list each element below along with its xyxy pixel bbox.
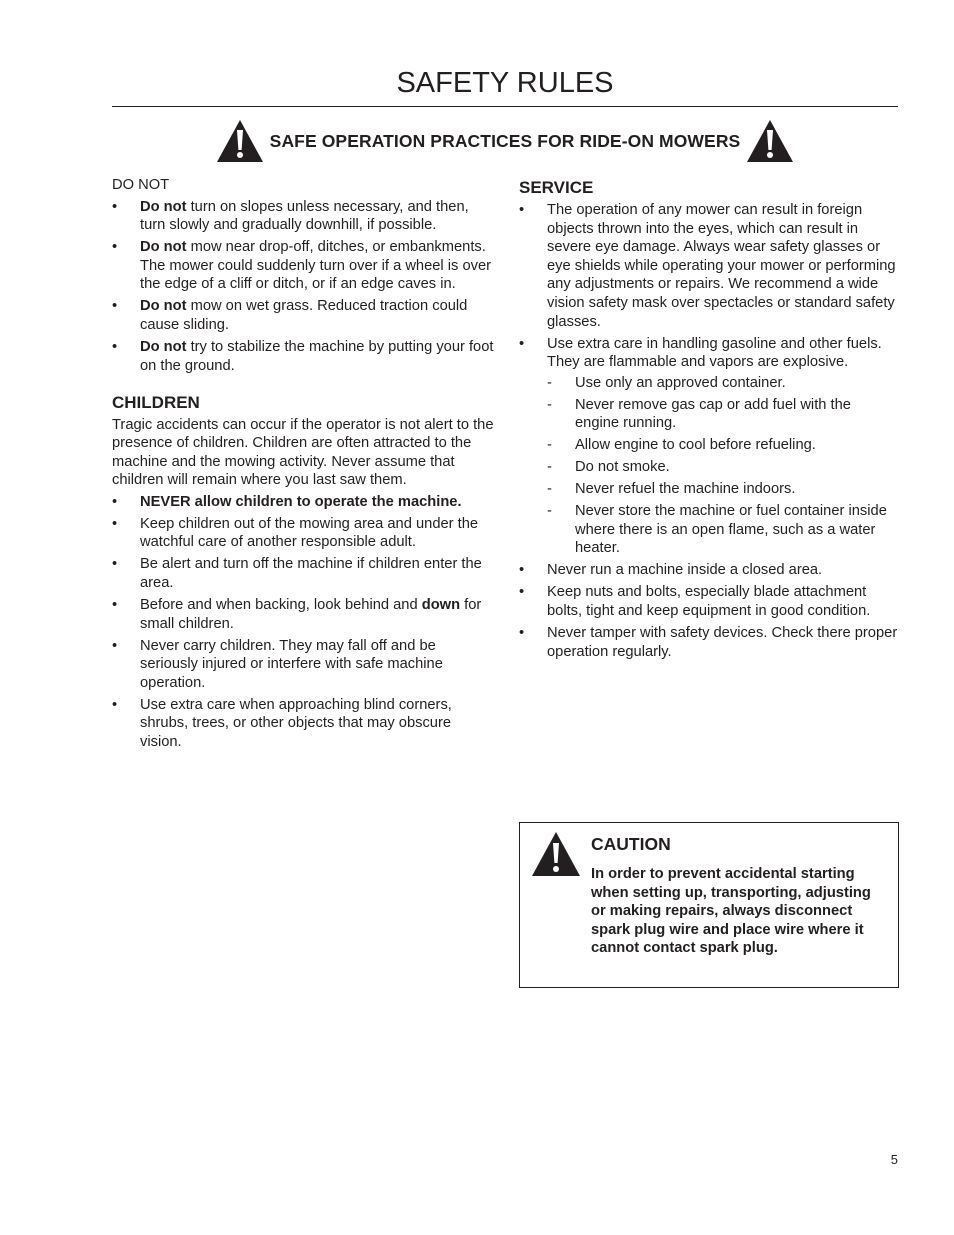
- page-number: 5: [890, 1152, 898, 1167]
- list-item: [519, 624, 898, 661]
- item-text: Be alert and turn off the machine if children enter the area.: [140, 556, 482, 592]
- item-emphasis: down: [421, 597, 461, 614]
- sub-item-text: Use only an approved container.: [575, 374, 786, 391]
- sub-item-text: Never remove gas cap or add fuel with the engine running.: [575, 396, 851, 432]
- sub-item-text: Do not smoke.: [575, 459, 670, 476]
- item-text: Never run a machine inside a closed area.: [547, 562, 823, 579]
- list-item: [519, 561, 898, 580]
- section-heading: SAFE OPERATION PRACTICES FOR RIDE-ON MOWERS: [269, 130, 741, 151]
- sub-list-item: [547, 480, 898, 499]
- left-column: [112, 176, 494, 755]
- list-item: [112, 515, 494, 552]
- item-text: turn on slopes unless necessary, and then, turn slowly and gradually downhill, if possible.: [140, 198, 469, 234]
- bullet-marker: •: [112, 239, 118, 256]
- list-item: [112, 493, 494, 512]
- warning-icon: [531, 831, 581, 877]
- sub-list-item: [547, 458, 898, 477]
- caution-box: [519, 822, 899, 988]
- bullet-marker: •: [112, 597, 118, 614]
- item-text: Keep nuts and bolts, especially blade attachment bolts, tight and keep equipment in good condition.: [547, 584, 871, 619]
- bullet-marker: •: [112, 338, 118, 355]
- list-item: [112, 555, 494, 592]
- list-item: [112, 238, 494, 294]
- dash-marker: -: [547, 396, 552, 413]
- item-text: Use extra care in handling gasoline and other fuels. They are flammable and vapors are explosive.: [547, 335, 882, 371]
- item-lead: Do not: [140, 338, 187, 355]
- list-item: [519, 201, 898, 331]
- sub-item-text: Never store the machine or fuel container inside where there is an open flame, such as a water heater.: [575, 503, 887, 557]
- bullet-marker: •: [112, 515, 118, 532]
- caution-text: In order to prevent accidental starting when setting up, transporting, adjusting or making repairs, always disconnect spark plug wire and place wire where it cannot contact spark plug.: [591, 866, 871, 957]
- sub-list-item: [547, 374, 898, 393]
- dash-marker: -: [547, 503, 552, 520]
- item-text: mow on wet grass. Reduced traction could cause sliding.: [140, 298, 468, 333]
- bullet-marker: •: [519, 624, 525, 641]
- item-text: for small children.: [140, 597, 482, 632]
- dash-marker: -: [547, 481, 552, 498]
- bullet-marker: •: [112, 198, 118, 215]
- title-divider: [112, 106, 898, 107]
- list-item: [112, 338, 494, 375]
- section-banner: [112, 118, 898, 164]
- bullet-marker: •: [112, 637, 118, 654]
- list-item: [112, 198, 494, 235]
- dash-marker: -: [547, 374, 552, 391]
- children-heading: CHILDREN: [112, 392, 200, 412]
- bullet-marker: •: [112, 298, 118, 315]
- sub-list-item: [547, 396, 898, 433]
- do-not-label: DO NOT: [112, 177, 170, 193]
- right-column: [519, 176, 898, 665]
- sub-item-text: Allow engine to cool before refueling.: [575, 437, 816, 454]
- dash-marker: -: [547, 437, 552, 454]
- list-item: [519, 335, 898, 558]
- item-text: Use extra care when approaching blind corners, shrubs, trees, or other objects that may obscure vision.: [140, 696, 452, 750]
- item-text: Keep children out of the mowing area and under the watchful care of another responsible adult.: [140, 515, 479, 551]
- children-list: [112, 493, 494, 752]
- list-item: [112, 596, 494, 633]
- item-text: Never carry children. They may fall off and be seriously injured or interfere with safe machine operation.: [140, 637, 443, 691]
- item-text: try to stabilize the machine by putting your foot on the ground.: [140, 338, 494, 374]
- item-text: mow near drop-off, ditches, or embankments. The mower could suddenly turn over if a wheel is over the edge of a cliff or ditch, or if an edge caves in.: [140, 239, 492, 293]
- list-item: [112, 696, 494, 752]
- bullet-marker: •: [112, 556, 118, 573]
- item-lead: Do not: [140, 239, 187, 256]
- item-text: Before and when backing, look behind and: [140, 597, 422, 614]
- sub-list-item: [547, 502, 898, 558]
- caution-title: CAUTION: [591, 834, 671, 854]
- bullet-marker: •: [519, 562, 525, 579]
- list-item: [112, 297, 494, 334]
- bullet-marker: •: [112, 493, 118, 510]
- warning-icon: [216, 119, 264, 163]
- warning-icon: [746, 119, 794, 163]
- do-not-list: [112, 198, 494, 376]
- item-lead: Do not: [140, 298, 187, 315]
- page-title: SAFETY RULES: [396, 67, 614, 99]
- item-lead: Do not: [140, 198, 187, 215]
- bullet-marker: •: [519, 584, 525, 601]
- sub-item-text: Never refuel the machine indoors.: [575, 481, 796, 498]
- sub-list-item: [547, 436, 898, 455]
- bullet-marker: •: [112, 696, 118, 713]
- dash-marker: -: [547, 459, 552, 476]
- item-text: Never tamper with safety devices. Check there proper operation regularly.: [547, 624, 898, 660]
- list-item: [112, 637, 494, 693]
- bullet-marker: •: [519, 335, 525, 352]
- item-text: NEVER allow children to operate the machine.: [140, 493, 462, 510]
- bullet-marker: •: [519, 202, 525, 218]
- service-heading: SERVICE: [519, 178, 594, 197]
- service-list: [519, 201, 898, 661]
- list-item: [519, 583, 898, 620]
- children-intro: Tragic accidents can occur if the operator is not alert to the presence of children. Children are often attracted to the machine and the mowing activity. Never assume that children will remain where you last saw them.: [112, 416, 494, 489]
- item-text: The operation of any mower can result in foreign objects thrown into the eyes, which can result in severe eye damage. Always wear safety glasses or eye shields while operating your mower or performing any adjustments or repairs. We recommend a wide vision safety mask over spectacles or standard safety glasses.: [547, 202, 896, 330]
- fuel-sublist: [547, 374, 898, 558]
